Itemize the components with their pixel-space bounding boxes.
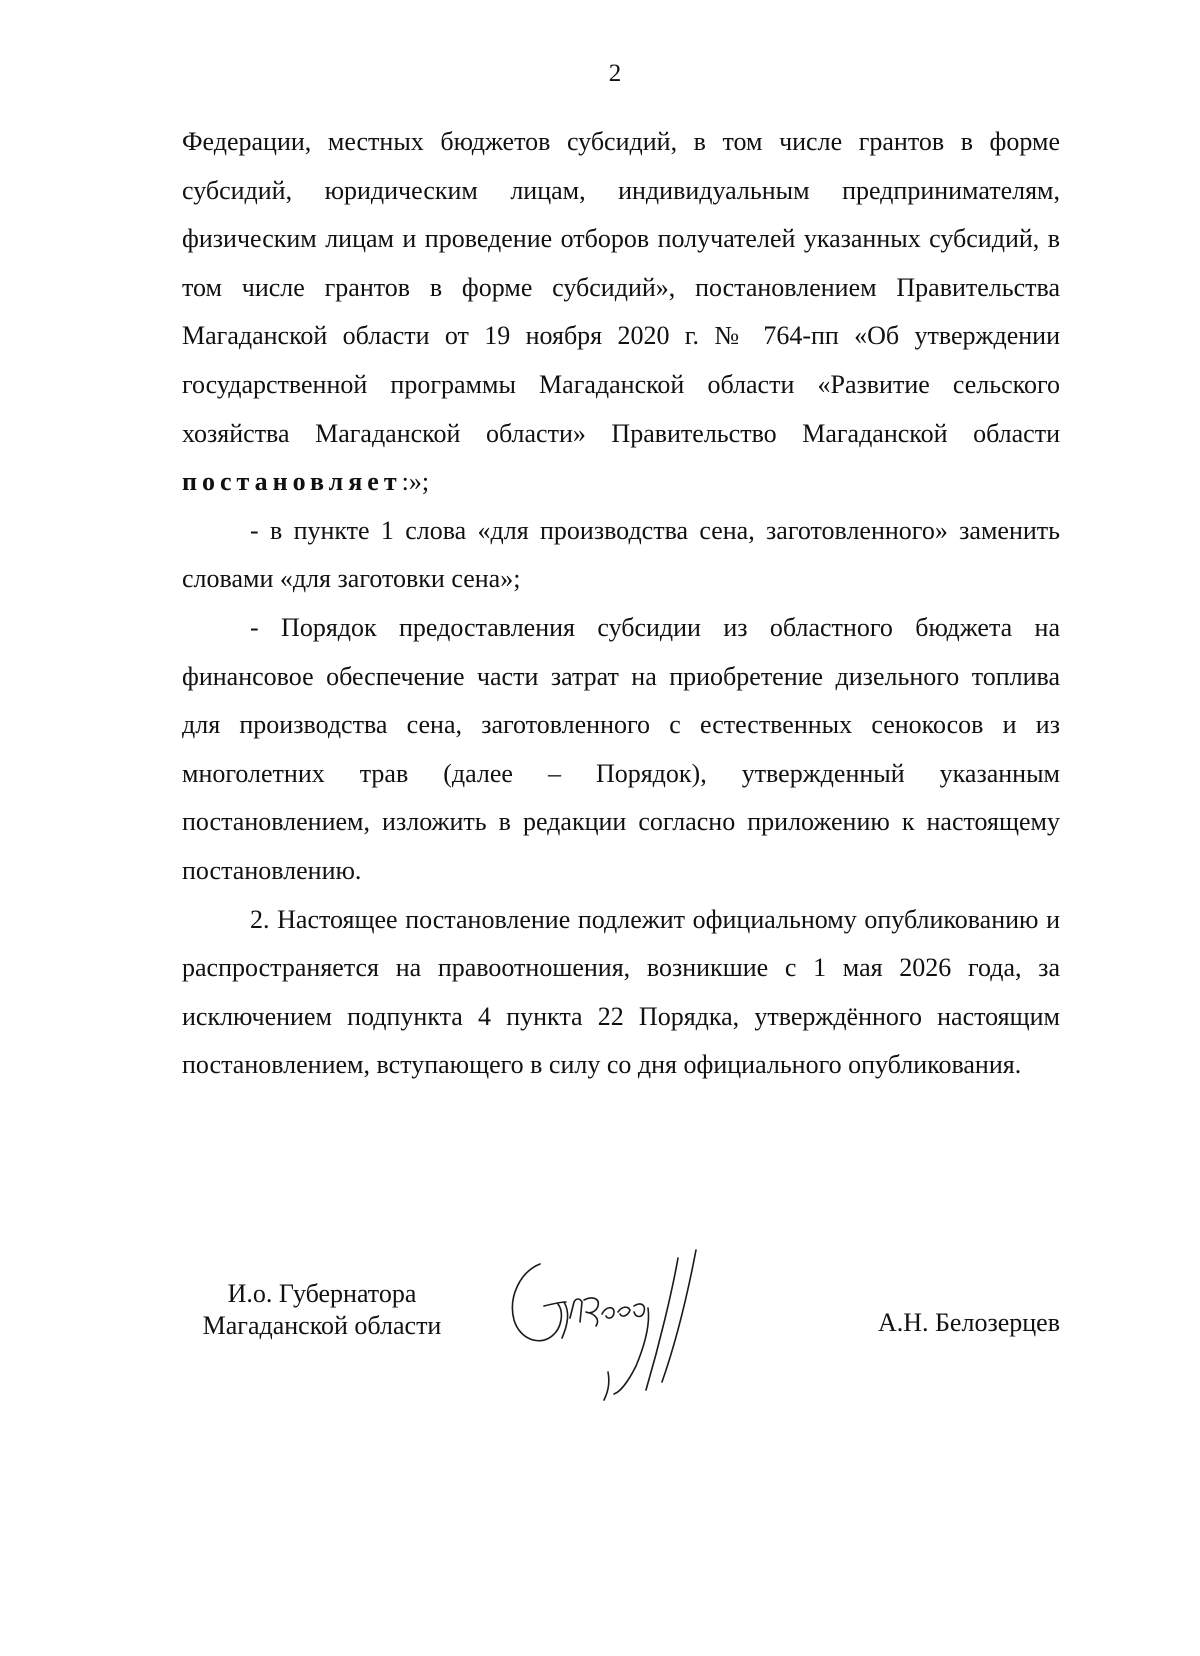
handwritten-signature bbox=[500, 1242, 760, 1422]
signatory-title bbox=[187, 1278, 457, 1342]
resolves-emphasis: постановляет bbox=[182, 467, 402, 497]
preamble-text: Федерации, местных бюджетов субсидий, в том числе грантов в форме субсидий, юридическим лицам, индивидуальным предпринимателям, физическим лицам и проведение отборов получателей указанных субсидий, в том числе грантов в форме субсидий», постановлением Правительства Магаданской области от 19 ноября 2020 г. № 764-пп «Об утверждении государственной программы Магаданской области «Развитие сельского хозяйства Магаданской области» Правительство Магаданской области bbox=[182, 127, 1060, 448]
paragraph-item-2: 2. Настоящее постановление подлежит официальному опубликованию и распространяется на правоотношения, возникшие с 1 мая 2026 года, за исключением подпункта 4 пункта 22 Порядка, утверждённого настоящим постановлением, вступающего в силу со дня официального опубликования. bbox=[182, 904, 1060, 1080]
signatory-title-line-2: Магаданской области bbox=[202, 1311, 442, 1340]
paragraph-amendment-1: - в пункте 1 слова «для производства сена, заготовленного» заменить словами «для заготовки сена»; bbox=[182, 515, 1060, 594]
paragraph-preamble-continuation bbox=[182, 118, 1060, 507]
page-number: 2 bbox=[608, 60, 622, 87]
preamble-closing: :»; bbox=[401, 467, 430, 497]
signatory-title-line-1: И.о. Губернатора bbox=[227, 1279, 417, 1308]
document-body bbox=[182, 118, 1060, 1090]
paragraph-amendment-2: - Порядок предоставления субсидии из областного бюджета на финансовое обеспечение части затрат на приобретение дизельного топлива для производства сена, заготовленного с естественных сенокосов и из многолетних трав (далее – Порядок), утвержденный указанным постановлением, изложить в редакции согласно приложению к настоящему постановлению. bbox=[182, 612, 1060, 885]
signature-block bbox=[182, 1278, 1060, 1438]
signatory-name: А.Н. Белозерцев bbox=[877, 1308, 1060, 1337]
